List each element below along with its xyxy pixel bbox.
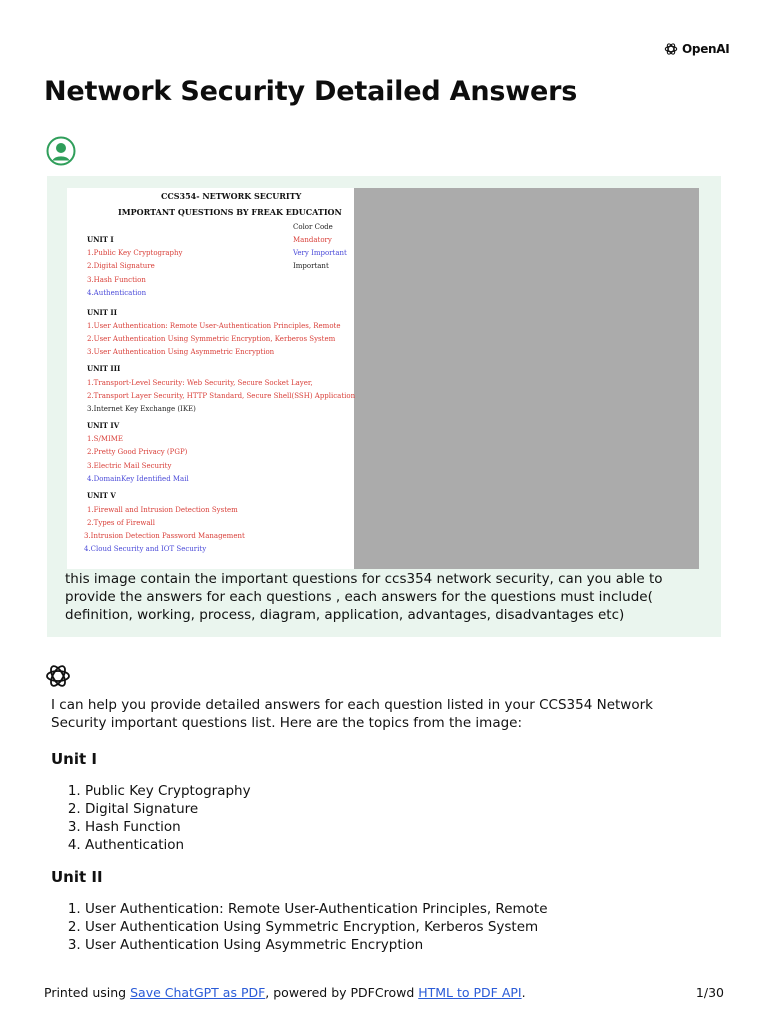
page-number: 1/30 xyxy=(695,985,724,1000)
user-avatar-icon xyxy=(46,136,76,166)
color-code-mandatory: Mandatory xyxy=(293,236,332,244)
unit-item: 3.User Authentication Using Asymmetric Encryption xyxy=(87,348,275,356)
unit-item: 3.Hash Function xyxy=(87,276,146,284)
attached-image xyxy=(67,188,699,569)
sheet-subheading: IMPORTANT QUESTIONS BY FREAK EDUCATION xyxy=(118,207,342,217)
unit-item: 1.Firewall and Intrusion Detection System xyxy=(87,506,238,514)
unit-item: 3.Internet Key Exchange (IKE) xyxy=(87,405,196,413)
unit-item: 4.Cloud Security and IOT Security xyxy=(84,545,207,553)
user-message-text: this image contain the important questions for ccs354 network security, can you able to provide the answers for each questions , each answers for the questions must include( definition, working, process, diagram, application, advantages, disadvantages etc) xyxy=(65,571,663,623)
print-footer xyxy=(44,985,724,1000)
list-item: 1. Public Key Cryptography xyxy=(85,782,711,800)
unit-label: UNIT II xyxy=(87,308,117,317)
unit-item: 2.Digital Signature xyxy=(87,262,155,270)
footer-middle: , powered by PDFCrowd xyxy=(265,985,419,1000)
unit-item: 1.Transport-Level Security: Web Security, Secure Socket Layer, xyxy=(87,379,313,387)
list-item: 2. User Authentication Using Symmetric Encryption, Kerberos System xyxy=(85,918,711,936)
unit-label: UNIT III xyxy=(87,364,121,373)
footer-prefix: Printed using xyxy=(44,985,131,1000)
page-title: Network Security Detailed Answers xyxy=(44,76,578,107)
topic-list xyxy=(51,900,711,954)
unit-item: 1.User Authentication: Remote User-Authentication Principles, Remote xyxy=(87,322,341,330)
color-code-very-important: Very Important xyxy=(293,249,347,257)
color-code-label: Color Code xyxy=(293,223,333,231)
unit-label: UNIT IV xyxy=(87,421,120,430)
list-item: 2. Digital Signature xyxy=(85,800,711,818)
unit-label: UNIT I xyxy=(87,235,114,244)
footer-suffix: . xyxy=(521,985,526,1000)
topic-list xyxy=(51,782,711,854)
openai-brand xyxy=(663,41,729,57)
section-heading: Unit I xyxy=(51,750,97,768)
unit-item: 3.Intrusion Detection Password Management xyxy=(84,532,245,540)
list-item: 3. Hash Function xyxy=(85,818,711,836)
unit-item: 1.Public Key Cryptography xyxy=(87,249,183,257)
unit-item: 2.Pretty Good Privacy (PGP) xyxy=(87,448,188,456)
html-to-pdf-api-link[interactable]: HTML to PDF API xyxy=(418,985,522,1000)
unit-item: 4.Authentication xyxy=(87,289,147,297)
sheet-heading: CCS354- NETWORK SECURITY xyxy=(161,191,302,201)
unit-label: UNIT V xyxy=(87,491,116,500)
scanned-question-sheet xyxy=(67,188,354,569)
list-item: 4. Authentication xyxy=(85,836,711,854)
unit-item: 2.User Authentication Using Symmetric Encryption, Kerberos System xyxy=(87,335,336,343)
section-heading: Unit II xyxy=(51,868,103,886)
user-message xyxy=(47,176,721,637)
chatgpt-logo-icon xyxy=(44,662,72,690)
openai-logo-icon xyxy=(663,41,679,57)
assistant-intro: I can help you provide detailed answers for each question listed in your CCS354 Network Security important questions list. Here are the topics from the image: xyxy=(51,697,653,731)
unit-item: 3.Electric Mail Security xyxy=(87,462,172,470)
brand-name: OpenAI xyxy=(682,42,730,56)
unit-item: 4.DomainKey Identified Mail xyxy=(87,475,189,483)
assistant-message xyxy=(51,696,711,968)
save-chatgpt-as-pdf-link[interactable]: Save ChatGPT as PDF xyxy=(130,985,266,1000)
list-item: 1. User Authentication: Remote User-Authentication Principles, Remote xyxy=(85,900,711,918)
unit-item: 2.Types of Firewall xyxy=(87,519,156,527)
list-item: 3. User Authentication Using Asymmetric Encryption xyxy=(85,936,711,954)
unit-item: 2.Transport Layer Security, HTTP Standard, Secure Shell(SSH) Application xyxy=(87,392,356,400)
color-code-important: Important xyxy=(293,262,329,270)
unit-item: 1.S/MIME xyxy=(87,435,124,443)
